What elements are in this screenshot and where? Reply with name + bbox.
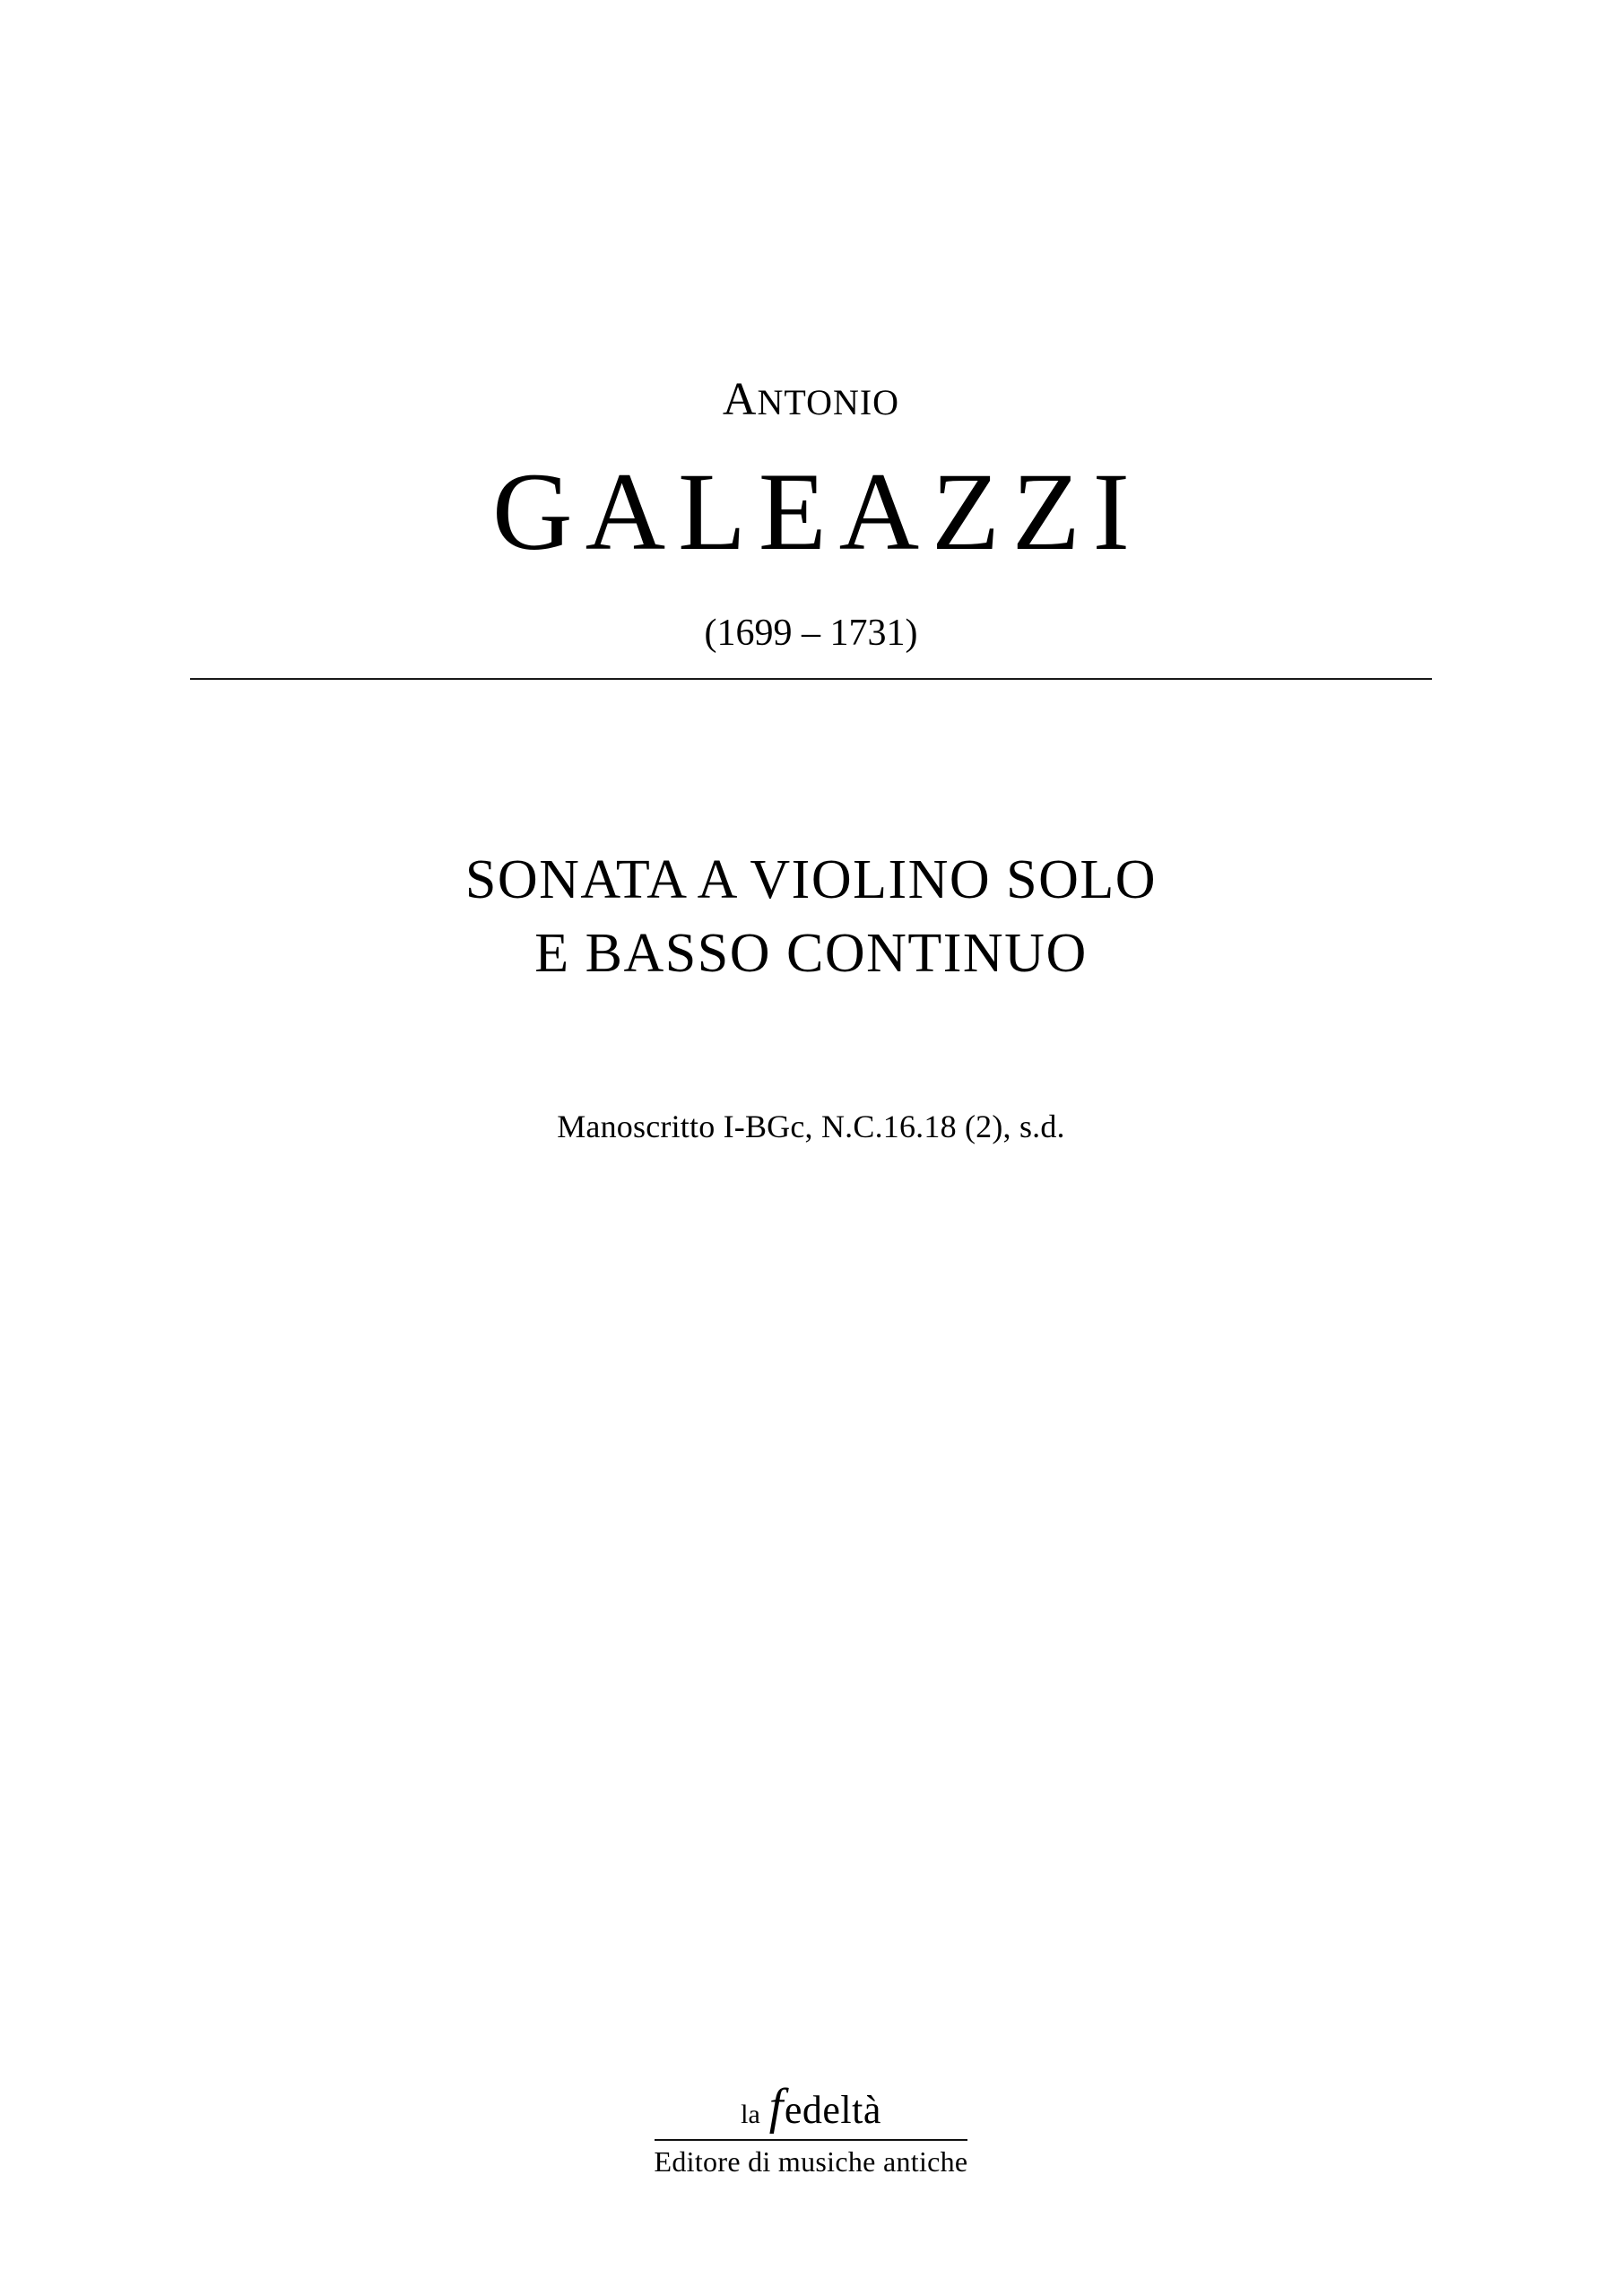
composer-first-name-initial: A	[722, 374, 758, 425]
publisher-name	[655, 2081, 968, 2134]
publisher-logo-inner	[649, 2081, 974, 2179]
composer-first-name-rest: NTONIO	[757, 382, 900, 422]
composer-last-name: GALEAZZI	[492, 450, 1142, 573]
publisher-name-rest: edeltà	[784, 2088, 881, 2132]
work-title-line-1: SONATA A VIOLINO SOLO	[464, 849, 1158, 910]
publisher-name-prefix: la	[741, 2100, 760, 2129]
horizontal-divider	[190, 678, 1432, 680]
composer-first-name	[0, 374, 1622, 425]
work-title	[0, 843, 1622, 991]
publisher-logo	[0, 2081, 1622, 2179]
source-note: Manoscritto I-BGc, N.C.16.18 (2), s.d.	[557, 1109, 1065, 1144]
publisher-divider	[655, 2139, 968, 2141]
work-title-line-2: E BASSO CONTINUO	[534, 923, 1088, 985]
publisher-tagline: Editore di musiche antiche	[654, 2144, 968, 2178]
composer-dates: (1699 – 1731)	[704, 613, 918, 654]
publisher-name-initial: f	[768, 2079, 784, 2135]
